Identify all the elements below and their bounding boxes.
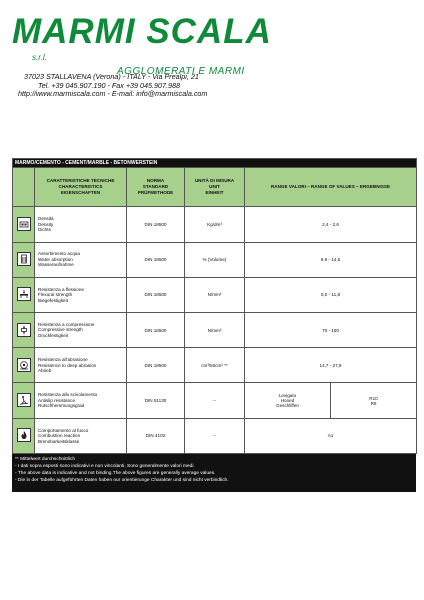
table-row [13, 418, 417, 453]
norm-cell: DIN 51130 [127, 383, 185, 418]
table-row [13, 383, 417, 418]
unit-cell: Kg/dm³ [185, 207, 245, 242]
value-cell: 8,0 - 11,8 [245, 277, 417, 312]
property-names: Comportamento al fuoco Combustion reaction Brennbarkeitsklasse [35, 418, 127, 453]
unit-cell: -- [185, 418, 245, 453]
company-address: 37023 STALLAVENA (Verona) - ITALY - Via Prealpi, 21 [24, 72, 199, 81]
property-names: Resistenza allo scivolamento Antislip resistance Rutschhemmungsgrad [35, 383, 127, 418]
compressive-strength-icon [13, 313, 35, 348]
table-row [13, 277, 417, 312]
company-phone: Tel. +39 045.907.190 - Fax +39 045.907.988 [38, 81, 181, 90]
property-names: Resistenza a flessione Flexural strength Biegefestigkeit [35, 277, 127, 312]
table-title: MARMO/CEMENTO - CEMENT/MARBLE - BETONWERSTEIN [13, 159, 417, 168]
table-row [13, 313, 417, 348]
water-absorption-icon [13, 242, 35, 277]
header-norm: NORMA STANDARD PRÜFMETHODE [127, 168, 185, 207]
table-row [13, 242, 417, 277]
norm-cell: DIN 18500 [127, 277, 185, 312]
property-names: Resistenza a compressione Compressive strength Druckfestigkeit [35, 313, 127, 348]
footer-line: - I dati sopra esposti sono indicativi e non vincolanti. Sono generalmente valori medi. [15, 464, 195, 469]
unit-cell: % (Volume) [185, 242, 245, 277]
table-title-row [13, 159, 417, 168]
footer-note: ** Mittelwert durchschnittlich [15, 457, 75, 462]
table-row [13, 348, 417, 383]
header-unit: UNITÀ DI MISURA UNIT EINHEIT [185, 168, 245, 207]
logo-srl: s.r.l. [32, 53, 47, 62]
flexural-strength-icon [13, 277, 35, 312]
logo-text: MARMI SCALA [12, 12, 272, 51]
property-names: Assorbimento acqua Water absorption Wasseraufnahme [35, 242, 127, 277]
table-row [13, 207, 417, 242]
value-cell: 2,4 - 2,6 [245, 207, 417, 242]
header-range: RANGE VALORI – RANGE OF VALUES – ERGEBNISSE [245, 168, 417, 207]
footer-line: - Die in der Tabelle aufgeführten Daten haben nur orientierunge Charakter und sind nicht verbindlich. [15, 478, 229, 483]
abrasion-icon [13, 348, 35, 383]
value-cell: 9,6 - 14,5 [245, 242, 417, 277]
property-names: Resistenza all'abrasione Resistence to deep abrasion Abrieb [35, 348, 127, 383]
finish-values-cell: R10 R9 [331, 383, 417, 418]
finish-labels-cell: Levigato Honed Geschliffen [245, 383, 331, 418]
value-cell: 70 - 100 [245, 313, 417, 348]
company-web: http://www.marmiscala.com - E-mail: info@marmiscala.com [18, 89, 208, 98]
table-header-row [13, 168, 417, 207]
unit-cell: cm³/50cm² ** [185, 348, 245, 383]
property-names: Densità Density Dichte [35, 207, 127, 242]
norm-cell: DIN 18500 [127, 313, 185, 348]
footer-line: - The above data is indicative and not binding.The above figures are generally average values. [15, 471, 216, 476]
norm-cell: DIN 18500 [127, 207, 185, 242]
value-cell: A1 [245, 418, 417, 453]
unit-cell: -- [185, 383, 245, 418]
value-cell: 14,7 - 27,9 [245, 348, 417, 383]
header-icon-cell [13, 168, 35, 207]
slip-resistance-icon [13, 383, 35, 418]
unit-cell: N/mm² [185, 277, 245, 312]
disclaimer-footer [12, 454, 416, 492]
norm-cell: DIN 4102 [127, 418, 185, 453]
technical-characteristics-table [12, 158, 417, 454]
header-characteristics: CARATTERISTICHE TECNICHE CHARACTERISTICS EIGENSCHAFTEN [35, 168, 127, 207]
density-icon [13, 207, 35, 242]
norm-cell: DIN 18500 [127, 348, 185, 383]
fire-icon [13, 418, 35, 453]
unit-cell: N/mm² [185, 313, 245, 348]
logo-subtitle: AGGLOMERATI E MARMI [117, 66, 245, 77]
norm-cell: DIN 18500 [127, 242, 185, 277]
